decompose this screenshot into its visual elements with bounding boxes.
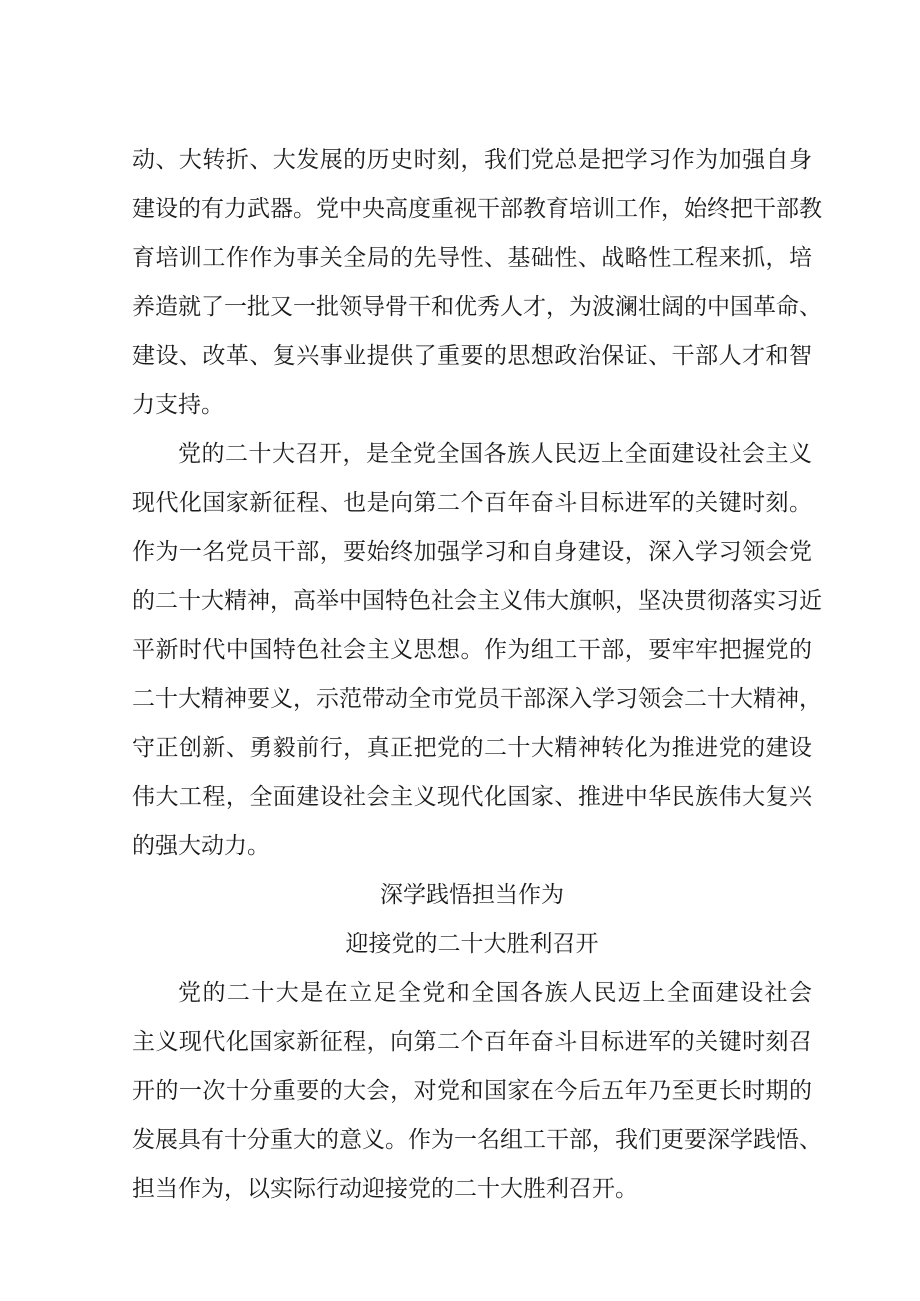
para2-line-2: 现代化国家新征程、也是向第二个百年奋斗目标进军的关键时刻。 [132,490,812,516]
para3-line-5: 担当作为，以实际行动迎接党的二十大胜利召开。 [132,1176,638,1202]
intro-line-3: 育培训工作作为事关全局的先导性、基础性、战略性工程来抓，培 [132,245,812,271]
intro-line-2: 建设的有力武器。党中央高度重视干部教育培训工作，始终把干部教 [132,196,822,222]
para2-line-8: 伟大工程，全面建设社会主义现代化国家、推进中华民族伟大复兴 [132,784,812,810]
intro-line-4: 养造就了一批又一批领导骨干和优秀人才，为波澜壮阔的中国革命、 [132,294,822,320]
intro-line-1: 动、大转折、大发展的历史时刻，我们党总是把学习作为加强自身 [132,147,812,173]
para2-line-5: 平新时代中国特色社会主义思想。作为组工干部，要牢牢把握党的 [132,637,812,663]
para2-line-1: 党的二十大召开，是全党全国各族人民迈上全面建设社会主义 [178,441,812,467]
intro-line-6: 力支持。 [132,392,224,418]
section-heading-line-2: 迎接党的二十大胜利召开 [345,931,599,957]
para2-line-7: 守正创新、勇毅前行，真正把党的二十大精神转化为推进党的建设 [132,735,812,761]
para2-line-6: 二十大精神要义，示范带动全市党员干部深入学习领会二十大精神， [132,686,822,712]
para2-line-4: 的二十大精神，高举中国特色社会主义伟大旗帜，坚决贯彻落实习近 [132,588,822,614]
para3-line-3: 开的一次十分重要的大会，对党和国家在今后五年乃至更长时期的 [132,1078,812,1104]
para3-line-1: 党的二十大是在立足全党和全国各族人民迈上全面建设社会 [178,980,812,1006]
section-heading-line-1: 深学践悟担当作为 [380,882,564,908]
para3-line-4: 发展具有十分重大的意义。作为一名组工干部，我们更要深学践悟、 [132,1127,822,1153]
para3-line-2: 主义现代化国家新征程，向第二个百年奋斗目标进军的关键时刻召 [132,1029,812,1055]
para2-line-9: 的强大动力。 [132,833,270,859]
para2-line-3: 作为一名党员干部，要始终加强学习和自身建设，深入学习领会党 [132,539,812,565]
intro-line-5: 建设、改革、复兴事业提供了重要的思想政治保证、干部人才和智 [132,343,812,369]
